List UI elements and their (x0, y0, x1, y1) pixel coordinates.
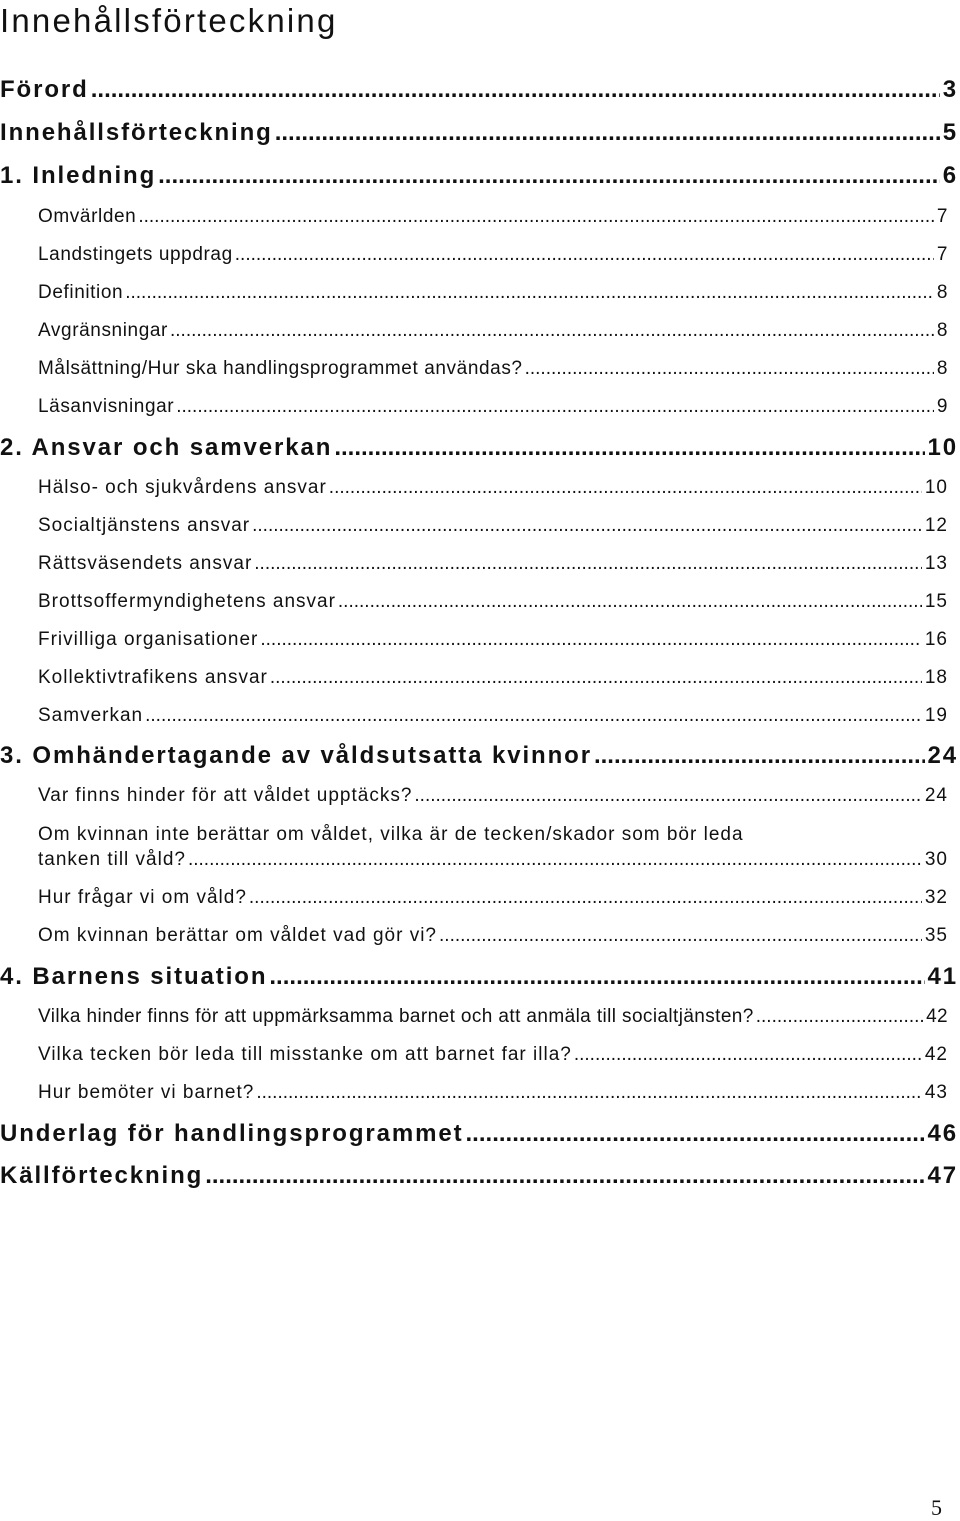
dot-leader (329, 478, 922, 497)
toc-entry-label: Brottsoffermyndighetens ansvar (38, 591, 336, 612)
toc-entry-om-kvinnan-berattar[interactable] (38, 926, 948, 945)
toc-entry-label: Landstingets uppdrag (38, 244, 233, 265)
dot-leader (439, 926, 922, 945)
toc-page-number: 12 (924, 515, 948, 536)
dot-leader (252, 516, 922, 535)
toc-entry-label: Källförteckning (0, 1162, 204, 1189)
toc-entry-kallforteckning[interactable] (0, 1164, 958, 1188)
toc-page-number: 3 (942, 76, 958, 103)
dot-leader (414, 786, 921, 805)
toc-entry-kollektivtrafikens-ansvar[interactable] (38, 668, 948, 687)
dot-leader (188, 850, 922, 869)
toc-entry-wrapped-first-line: Om kvinnan inte berättar om våldet, vilka är de tecken/skador som bör leda (38, 824, 744, 845)
toc-entry-label: 1. Inledning (0, 162, 157, 189)
toc-entry-label: 4. Barnens situation (0, 963, 268, 990)
toc-entry-label: Frivilliga organisationer (38, 629, 259, 650)
toc-entry-label: Rättsväsendets ansvar (38, 553, 253, 574)
toc-entry-var-finns-hinder[interactable] (38, 786, 948, 805)
dot-leader (138, 207, 934, 226)
toc-page-number: 19 (924, 705, 948, 726)
dot-leader (254, 554, 922, 573)
toc-entry-label: Var finns hinder för att våldet upptäcks? (38, 785, 413, 806)
toc-entry-om-kvinnan-inte-berattar[interactable] (38, 850, 948, 869)
dot-leader (525, 359, 934, 378)
toc-page-number: 7 (936, 206, 948, 227)
dot-leader (260, 630, 921, 649)
dot-leader (249, 888, 922, 907)
dot-leader (275, 121, 940, 145)
toc-entry-lasanvisningar[interactable] (38, 397, 948, 416)
toc-page-number: 13 (924, 553, 948, 574)
toc-entry-socialtjanstens-ansvar[interactable] (38, 516, 948, 535)
toc-entry-avgransningar[interactable] (38, 321, 948, 340)
toc-page-number: 15 (924, 591, 948, 612)
toc-page-number: 9 (936, 396, 948, 417)
dot-leader (235, 245, 934, 264)
toc-page-number: 24 (927, 742, 958, 769)
toc-entry-label: tanken till våld? (38, 849, 186, 870)
toc-entry-label: Vilka tecken bör leda till misstanke om att barnet far illa? (38, 1044, 572, 1065)
toc-entry-vilka-hinder[interactable] (38, 1007, 948, 1026)
dot-leader (270, 668, 922, 687)
toc-page-number: 46 (927, 1120, 958, 1147)
toc-entry-label: Om kvinnan berättar om våldet vad gör vi? (38, 925, 438, 946)
toc-entry-frivilliga-organisationer[interactable] (38, 630, 948, 649)
toc-page-number: 32 (924, 887, 948, 908)
toc-entry-landstingets-uppdrag[interactable] (38, 245, 948, 264)
dot-leader (338, 592, 922, 611)
toc-entry-label: Förord (0, 76, 89, 103)
footer-page-number: 5 (931, 1495, 942, 1520)
toc-page-number: 10 (927, 434, 958, 461)
toc-entry-label: 3. Omhändertagande av våldsutsatta kvinnor (0, 742, 592, 769)
page-title: Innehållsförteckning (0, 2, 338, 39)
dot-leader (334, 436, 924, 460)
dot-leader (466, 1122, 925, 1146)
toc-page-number: 10 (924, 477, 948, 498)
toc-page-number: 43 (924, 1082, 948, 1103)
dot-leader (269, 965, 924, 989)
toc-page-number: 8 (936, 282, 948, 303)
dot-leader (91, 78, 940, 102)
toc-entry-halso-och-sjukvard[interactable] (38, 478, 948, 497)
toc-page-number: 30 (924, 849, 948, 870)
toc-page-number: 8 (936, 320, 948, 341)
toc-entry-label: Läsanvisningar (38, 396, 175, 417)
toc-entry-underlag[interactable] (0, 1122, 958, 1146)
toc-entry-label: Hur bemöter vi barnet? (38, 1082, 255, 1103)
toc-entry-label: Underlag för handlingsprogrammet (0, 1120, 464, 1147)
toc-entry-label: 2. Ansvar och samverkan (0, 434, 333, 461)
dot-leader (176, 397, 934, 416)
toc-page-number: 8 (936, 358, 948, 379)
toc-entry-malsattning[interactable] (38, 359, 948, 378)
toc-entry-label: Avgränsningar (38, 320, 168, 341)
toc-entry-samverkan[interactable] (38, 706, 948, 725)
toc-page-number: 24 (924, 785, 948, 806)
dot-leader (574, 1045, 922, 1064)
toc-entry-label: Kollektivtrafikens ansvar (38, 667, 268, 688)
toc-page-number: 41 (927, 963, 958, 990)
toc-page-number: 42 (924, 1044, 948, 1065)
dot-leader (170, 321, 934, 340)
toc-entry-label: Hälso- och sjukvårdens ansvar (38, 477, 327, 498)
toc-entry-hur-bemoter-vi[interactable] (38, 1083, 948, 1102)
dot-leader (158, 164, 940, 188)
toc-page-number: 6 (942, 162, 958, 189)
toc-entry-label: Omvärlden (38, 206, 137, 227)
dot-leader (145, 706, 922, 725)
toc-entry-innehallsforteckning[interactable] (0, 121, 958, 145)
toc-entry-inledning[interactable] (0, 164, 958, 188)
toc-page-number: 16 (924, 629, 948, 650)
toc-page-number: 42 (926, 1006, 948, 1027)
dot-leader (756, 1007, 923, 1026)
toc-page-number: 47 (927, 1162, 958, 1189)
toc-entry-omvarlden[interactable] (38, 207, 948, 226)
toc-entry-label: Socialtjänstens ansvar (38, 515, 251, 536)
toc-entry-label: Definition (38, 282, 124, 303)
dot-leader (256, 1083, 922, 1102)
toc-entry-brottsoffermyndighetens-ansvar[interactable] (38, 592, 948, 611)
toc-page-number: 7 (936, 244, 948, 265)
toc-entry-hur-fragar-vi[interactable] (38, 888, 948, 907)
toc-entry-vilka-tecken[interactable] (38, 1045, 948, 1064)
toc-entry-label: Hur frågar vi om våld? (38, 887, 247, 908)
dot-leader (125, 283, 934, 302)
toc-page-number: 5 (942, 119, 958, 146)
toc-entry-label: Innehållsförteckning (0, 119, 273, 146)
toc-entry-omhandertagande[interactable] (0, 744, 958, 768)
toc-entry-label: Samverkan (38, 705, 144, 726)
toc-entry-barnens-situation[interactable] (0, 965, 958, 989)
toc-entry-definition[interactable] (38, 283, 948, 302)
toc-entry-label: Målsättning/Hur ska handlingsprogrammet användas? (38, 358, 523, 379)
toc-page-number: 35 (924, 925, 948, 946)
toc-entry-rattsvasendets-ansvar[interactable] (38, 554, 948, 573)
dot-leader (594, 744, 925, 768)
toc-page-number: 18 (924, 667, 948, 688)
toc-entry-label: Vilka hinder finns för att uppmärksamma barnet och att anmäla till socialtjänsten? (38, 1006, 754, 1027)
toc-entry-ansvar-och-samverkan[interactable] (0, 436, 958, 460)
dot-leader (205, 1164, 924, 1188)
toc-entry-forord[interactable] (0, 78, 958, 102)
